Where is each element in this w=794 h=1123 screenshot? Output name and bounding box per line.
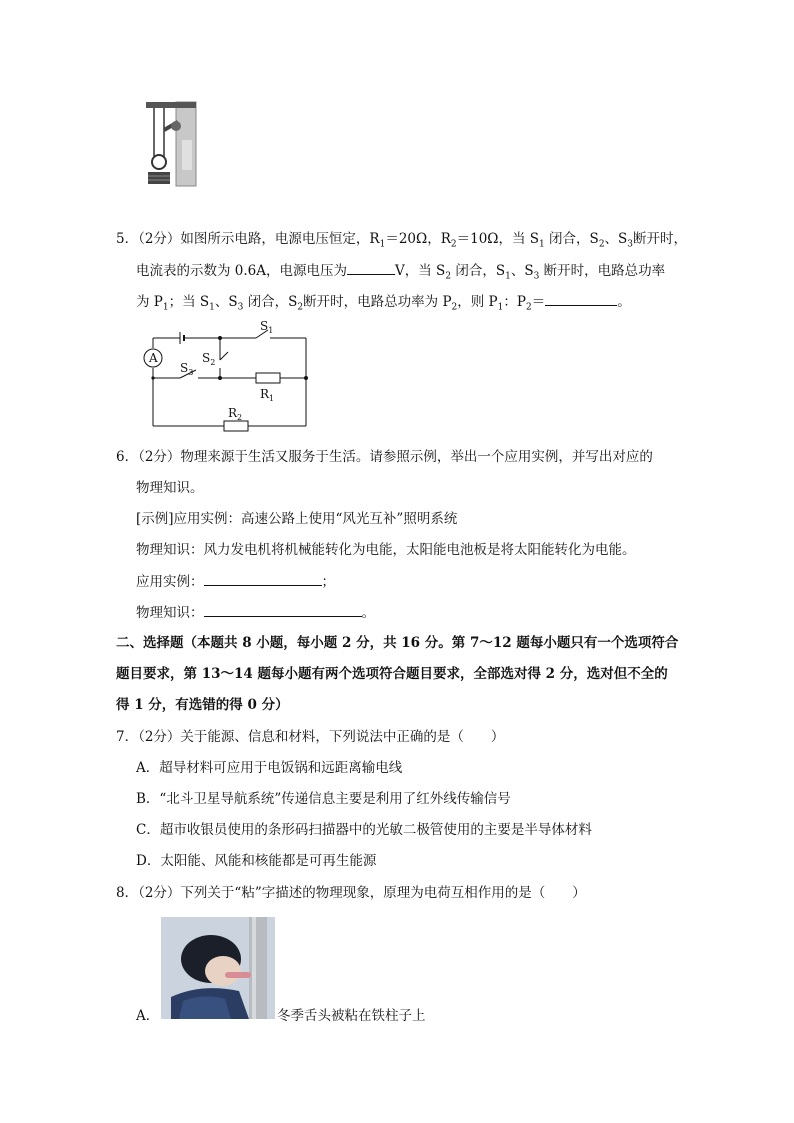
ammeter-label: A xyxy=(149,351,158,365)
q7-option-a[interactable]: A．超导材料可应用于电饭锅和远距离输电线 xyxy=(136,760,403,776)
answer-blank-application[interactable] xyxy=(204,571,322,586)
s3-label: $S_3$ xyxy=(180,361,194,377)
q7-option-c[interactable]: C．超市收银员使用的条形码扫描器中的光敏二极管使用的主要是半导体材料 xyxy=(136,822,592,838)
boy-tongue-pole-photo xyxy=(161,917,275,1019)
section2-line-1: 二、选择题（本题共 8 小题，每小题 2 分，共 16 分。第 7～12 题每小题只有一个选项符合 xyxy=(116,635,679,651)
circuit-diagram xyxy=(136,320,316,432)
r2-label: $R_2$ xyxy=(228,406,243,422)
answer-blank-power-ratio[interactable] xyxy=(545,291,617,306)
q5-line-1: 5．（2分）如图所示电路，电源电压恒定，$R_1=20\Omega$，$R_2=10\Omega$，当 $S_1$ 闭合，$S_2$、$S_3$断开时， xyxy=(116,231,688,250)
q5-line-3: 为 $P_1$；当 $S_1$、$S_3$ 闭合，$S_2$断开时，电路总功率为 $P_2$，则 $P_1$：$P_2=$ 。 xyxy=(136,291,631,318)
section2-line-3: 得 1 分，有选错的得 0 分） xyxy=(116,697,289,713)
answer-blank-voltage[interactable] xyxy=(347,260,395,275)
q7-option-d[interactable]: D．太阳能、风能和核能都是可再生能源 xyxy=(136,853,377,869)
q6-knowledge: 物理知识：风力发电机将机械能转化为电能，太阳能电池板是将太阳能转化为电能。 xyxy=(136,542,636,558)
q5-line-2: 电流表的示数为 0.6A，电源电压为 V，当 $S_2$ 闭合，$S_1$、$S_3$ 断开时，电路总功率 xyxy=(136,260,665,287)
answer-blank-physics[interactable] xyxy=(204,602,362,617)
q8-option-a[interactable]: A． xyxy=(136,1008,160,1024)
section2-line-2: 题目要求，第 13～14 题每小题有两个选项符合题目要求，全部选对得 2 分，选对但不全的 xyxy=(116,666,668,682)
pulley-figure xyxy=(138,100,198,188)
s1-label: $S_1$ xyxy=(260,320,274,335)
q7-option-b[interactable]: B．“北斗卫星导航系统”传递信息主要是利用了红外线传输信号 xyxy=(136,791,511,807)
q6-example: [示例]应用实例：高速公路上使用“风光互补”照明系统 xyxy=(136,511,458,527)
q7-stem: 7．（2分）关于能源、信息和材料，下列说法中正确的是（ ） xyxy=(116,729,505,745)
q6-phys-line: 物理知识： 。 xyxy=(136,602,375,623)
q8-option-a-text: 冬季舌头被粘在铁柱子上 xyxy=(277,1008,426,1024)
q8-stem: 8．（2分）下列关于“粘”字描述的物理现象，原理为电荷互相作用的是（ ） xyxy=(116,885,586,901)
r1-label: $R_1$ xyxy=(260,387,275,403)
q6-app-line: 应用实例： ； xyxy=(136,571,335,592)
q6-line-1: 6．（2分）物理来源于生活又服务于生活。请参照示例，举出一个应用实例，并写出对应的 xyxy=(116,449,653,465)
q6-line-2: 物理知识。 xyxy=(136,480,204,496)
s2-label: $S_2$ xyxy=(202,351,216,367)
